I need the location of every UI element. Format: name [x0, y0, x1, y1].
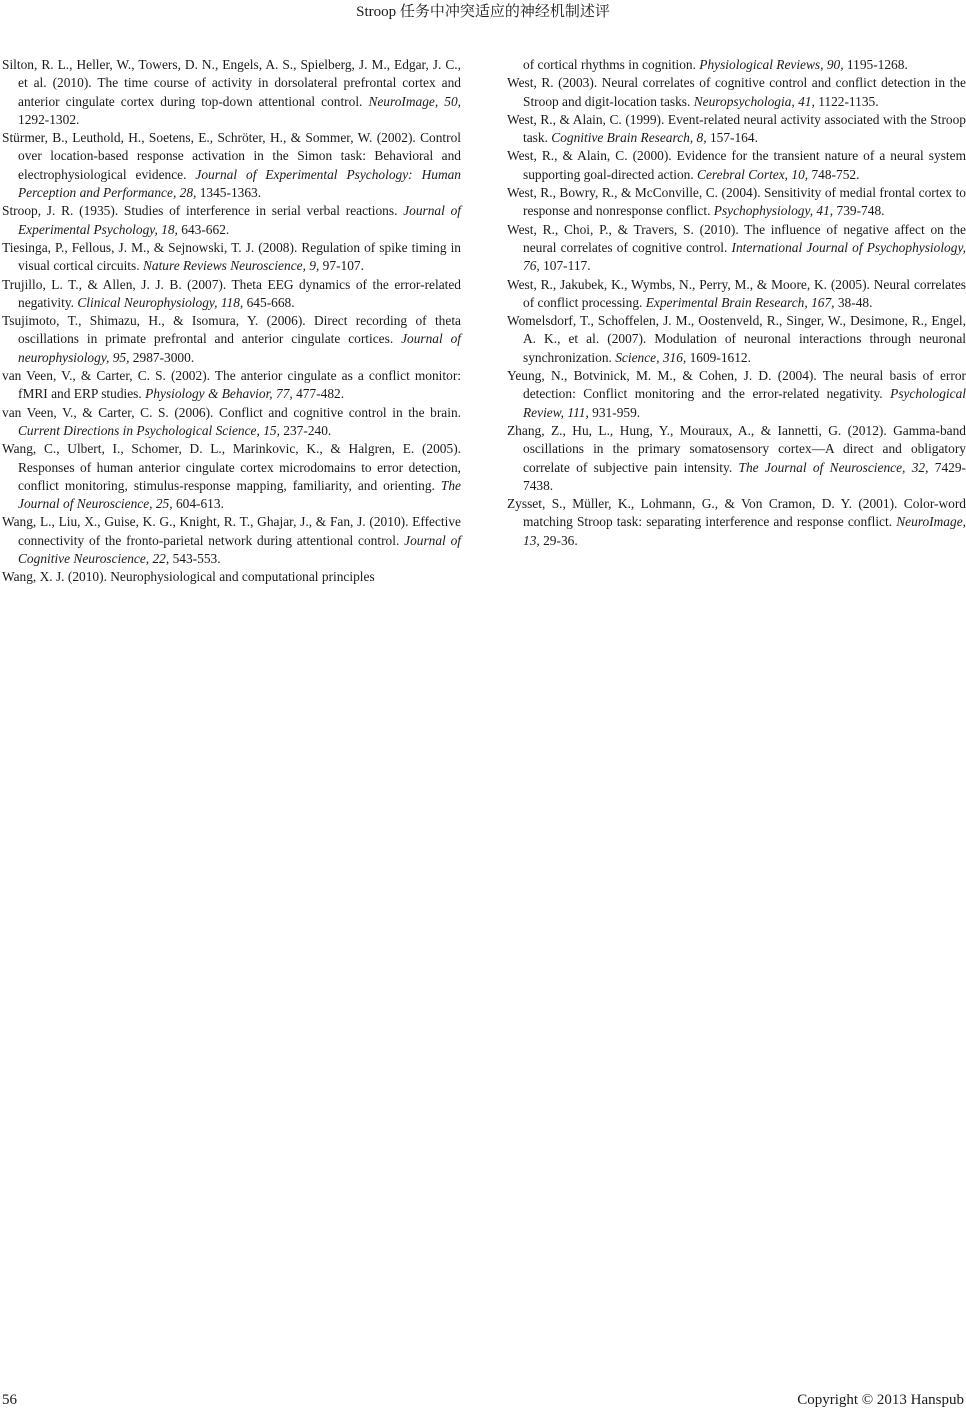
- reference-entry: Wang, C., Ulbert, I., Schomer, D. L., Marinkovic, K., & Halgren, E. (2005). Responses of human anterior cingulate cortex microdomains to error detection, conflict monitoring, stimulus-response mapping, familiarity, and orienting. The Journal of Neuroscience, 25, 604-613.: [2, 441, 461, 512]
- reference-entry: West, R., Bowry, R., & McConville, C. (2004). Sensitivity of medial frontal cortex to response and nonresponse conflict. Psychophysiology, 41, 739-748.: [507, 185, 966, 219]
- reference-entry: Trujillo, L. T., & Allen, J. J. B. (2007). Theta EEG dynamics of the error-related negativity. Clinical Neurophysiology, 118, 645-668.: [2, 276, 461, 310]
- reference-entry: West, R., Choi, P., & Travers, S. (2010). The influence of negative affect on the neural correlates of cognitive control. International Journal of Psychophysiology, 76, 107-117.: [507, 221, 966, 274]
- reference-entry: Yeung, N., Botvinick, M. M., & Cohen, J. D. (2004). The neural basis of error detection: Conflict monitoring and the error-related negativity. Psychological Review, 111, 931-959.: [507, 368, 966, 420]
- reference-entry: Zysset, S., Müller, K., Lohmann, G., & Von Cramon, D. Y. (2001). Color-word matching Stroop task: separating interference and response conflict. NeuroImage, 13, 29-36.: [507, 496, 966, 548]
- reference-entry: Tsujimoto, T., Shimazu, H., & Isomura, Y. (2006). Direct recording of theta oscillations in primate prefrontal and anterior cingulate cortices. Journal of neurophysiology, 95, 2987-3000.: [2, 313, 461, 365]
- reference-entry: West, R. (2003). Neural correlates of cognitive control and conflict detection in the Stroop and digit-location tasks. Neuropsychologia, 41, 1122-1135.: [507, 75, 966, 109]
- reference-entry: Tiesinga, P., Fellous, J. M., & Sejnowski, T. J. (2008). Regulation of spike timing in visual cortical circuits. Nature Reviews Neuroscience, 9, 97-107.: [2, 239, 461, 274]
- references-right-column: [507, 56, 966, 550]
- reference-entry: van Veen, V., & Carter, C. S. (2002). The anterior cingulate as a conflict monitor: fMRI and ERP studies. Physiology & Behavior, 77, 477-482.: [2, 368, 461, 402]
- reference-entry: Wang, X. J. (2010). Neurophysiological and computational principles: [2, 569, 375, 585]
- page-number: 56: [2, 1392, 17, 1408]
- reference-entry: West, R., & Alain, C. (1999). Event-related neural activity associated with the Stroop task. Cognitive Brain Research, 8, 157-164.: [507, 111, 966, 146]
- reference-entry: Silton, R. L., Heller, W., Towers, D. N., Engels, A. S., Spielberg, J. M., Edgar, J. C., et al. (2010). The time course of activity in dorsolateral prefrontal cortex and anterior cingulate cortex during top-down attentional control. NeuroImage, 50, 1292-1302.: [2, 57, 461, 127]
- reference-entry-continued: of cortical rhythms in cognition. Physiological Reviews, 90, 1195-1268.: [523, 57, 908, 72]
- reference-entry: West, R., & Alain, C. (2000). Evidence for the transient nature of a neural system supporting goal-directed action. Cerebral Cortex, 10, 748-752.: [507, 148, 966, 182]
- references-left-column: [2, 56, 461, 587]
- reference-entry: Zhang, Z., Hu, L., Hung, Y., Mouraux, A., & Iannetti, G. (2012). Gamma-band oscillations in the primary somatosensory cortex—A direct and obligatory correlate of subjective pain intensity. The Journal of Neuroscience, 32, 7429-7438.: [507, 422, 966, 493]
- reference-entry: Stroop, J. R. (1935). Studies of interference in serial verbal reactions. Journal of Experimental Psychology, 18, 643-662.: [2, 203, 462, 237]
- reference-entry: West, R., Jakubek, K., Wymbs, N., Perry, M., & Moore, K. (2005). Neural correlates of conflict processing. Experimental Brain Research, 167, 38-48.: [507, 276, 966, 310]
- reference-entry: van Veen, V., & Carter, C. S. (2006). Conflict and cognitive control in the brain. Current Directions in Psychological Science, 15, 237-240.: [2, 404, 461, 438]
- running-title: Stroop 任务中冲突适应的神经机制述评: [356, 4, 610, 20]
- reference-entry: Stürmer, B., Leuthold, H., Soetens, E., Schröter, H., & Sommer, W. (2002). Control over location-based response activation in the Simon task: Behavioral and electrophysiological evidence. Journal of Experimental Psychology: Human Perception and Performance, 28, 1345-1363.: [2, 130, 462, 201]
- copyright-notice: Copyright © 2013 Hanspub: [797, 1392, 964, 1408]
- reference-entry: Wang, L., Liu, X., Guise, K. G., Knight, R. T., Ghajar, J., & Fan, J. (2010). Effective connectivity of the fronto-parietal network during attentional control. Journal of Cognitive Neuroscience, 22, 543-553.: [2, 514, 462, 567]
- reference-entry: Womelsdorf, T., Schoffelen, J. M., Oostenveld, R., Singer, W., Desimone, R., Engel, A. K., et al. (2007). Modulation of neuronal interactions through neuronal synchronization. Science, 316, 1609-1612.: [507, 313, 966, 365]
